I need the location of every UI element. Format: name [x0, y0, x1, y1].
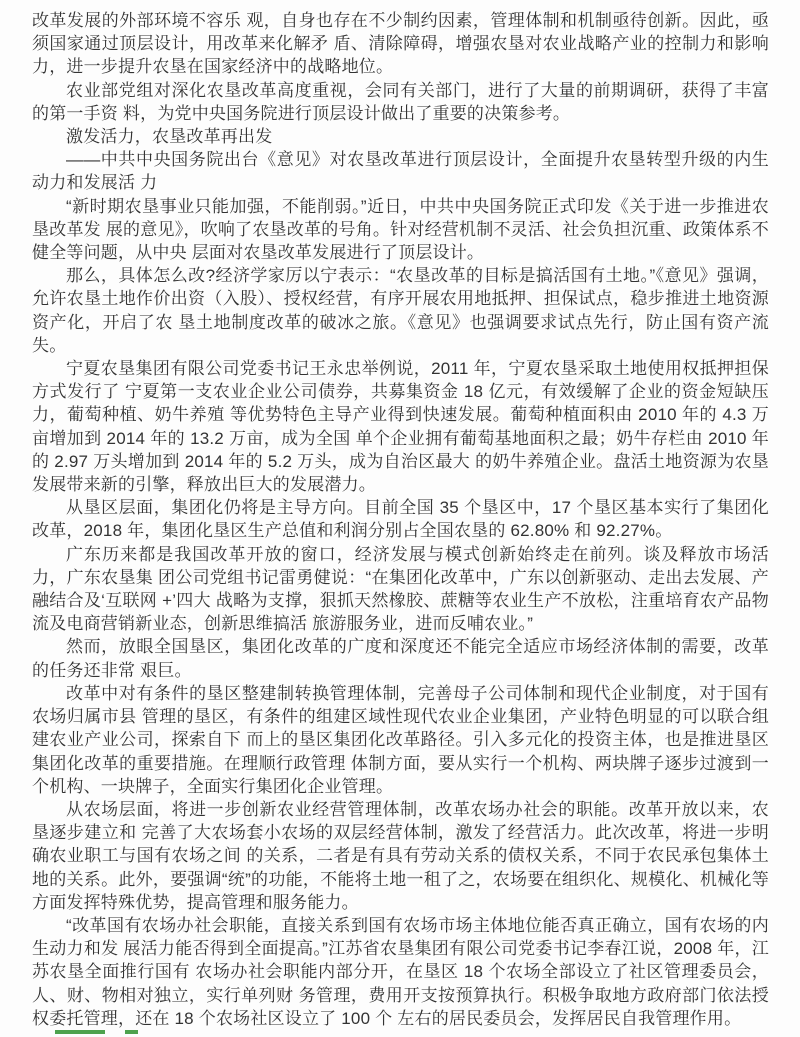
paragraph: “改革国有农场办社会职能，直接关系到国有农场市场主体地位能否真正确立，国有农场的内生动力和发 展活力能否得到全面提高。”江苏省农垦集团有限公司党委书记李春江说，2008 年，江苏农垦全面推行国有 农场办社会职能内部分开，在垦区 18 个农场全部设立了社区管理委员会，人、财、物相对独立，实行单列财 务管理，费用开支按预算执行。积极争取地方政府部门依法授权委托管理，还在 18 个农场社区设立了 100 个 左右的居民委员会，发挥居民自我管理作用。 — [32, 915, 769, 1028]
paragraph: 然而，放眼全国垦区，集团化改革的广度和深度还不能完全适应市场经济体制的需要，改革的任务还非常 艰巨。 — [32, 637, 769, 680]
paragraph: 农业部党组对深化农垦改革高度重视，会同有关部门，进行了大量的前期调研，获得了丰富的第一手资 料，为党中央国务院进行顶层设计做出了重要的决策参考。 — [32, 80, 769, 123]
green-box-fragment-small — [125, 1030, 138, 1034]
paragraph: ——中共中央国务院出台《意见》对农垦改革进行顶层设计，全面提升农垦转型升级的内生动力和发展活 力 — [32, 150, 769, 193]
paragraph: 激发活力，农垦改革再出发 — [66, 127, 273, 147]
paragraph: 广东历来都是我国改革开放的窗口，经济发展与模式创新始终走在前列。谈及释放市场活力，广东农垦集 团公司党组书记雷勇健说：“在集团化改革中，广东以创新驱动、走出去发展、产融结合及‘互联网 +’四大 战略为支撑，狠抓天然橡胶、蔗糖等农业生产不放松，注重培育农产品物流及电商营销新业态，创新思维搞活 旅游服务业，进而反哺农业。” — [32, 544, 769, 634]
paragraph: 从农场层面，将进一步创新农业经营管理体制，改革农场办社会的职能。改革开放以来，农垦逐步建立和 完善了大农场套小农场的双层经营体制，激发了经营活力。此次改革，将进一步明确农业职工与国有农场之间 的关系，二者是有具有劳动关系的债权关系，不同于农民承包集体土地的关系。此外，要强调“统”的功能，不能将土地一租了之，农场要在组织化、规模化、机械化等方面发挥特殊优势，提高管理和服务能力。 — [32, 799, 769, 912]
paragraph: 宁夏农垦集团有限公司党委书记王永忠举例说，2011 年，宁夏农垦采取土地使用权抵押担保方式发行了 宁夏第一支农业企业公司债券，共募集资金 18 亿元，有效缓解了企业的资金短缺压力，葡萄种植、奶牛养殖 等优势特色主导产业得到快速发展。葡萄种植面积由 2010 年的 4.3 万亩增加到 2014 年的 13.2 万亩，成为全国 单个企业拥有葡萄基地面积之最；奶牛存栏由 2010 年的 2.97 万头增加到 2014 年的 5.2 万头，成为自治区最大 的奶牛养殖企业。盘活土地资源为农垦发展带来新的引擎，释放出巨大的发展潜力。 — [32, 359, 769, 495]
green-box-fragment-large — [55, 1030, 105, 1034]
paragraph: 从垦区层面，集团化仍将是主导方向。目前全国 35 个垦区中，17 个垦区基本实行了集团化改革，2018 年，集团化垦区生产总值和利润分别占全国农垦的 62.80% 和 92.27%。 — [32, 498, 769, 541]
paragraph: 改革中对有条件的垦区整建制转换管理体制，完善母子公司体制和现代企业制度，对于国有农场归属市县 管理的垦区，有条件的组建区域性现代农业企业集团，产业特色明显的可以联合组建农业产业公司，探索自下 而上的垦区集团化改革路径。引入多元化的投资主体，也是推进垦区集团化改革的重要措施。在理顺行政管理 体制方面，要从实行一个机构、两块牌子逐步过渡到一个机构、一块牌子，全面实行集团化企业管理。 — [32, 683, 769, 796]
paragraph: “新时期农垦事业只能加强，不能削弱。”近日，中共中央国务院正式印发《关于进一步推进农垦改革发 展的意见》，吹响了农垦改革的号角。针对经营机制不灵活、社会负担沉重、政策体系不健全等问题，从中央 层面对农垦改革发展进行了顶层设计。 — [32, 196, 769, 263]
paragraph: 那么，具体怎么改?经济学家厉以宁表示：“农垦改革的目标是搞活国有土地。”《意见》强调，允许农垦土地作价出资（入股）、授权经营，有序开展农用地抵押、担保试点，稳步推进土地资源资产化，开启了农 垦土地制度改革的破冰之旅。《意见》也强调要求试点先行，防止国有资产流失。 — [32, 266, 769, 355]
article-body — [32, 9, 769, 1030]
paragraph: 改革发展的外部环境不容乐 观，自身也存在不少制约因素，管理体制和机制亟待创新。因此，亟须国家通过顶层设计，用改革来化解矛 盾、清除障碍，增强农垦对农业战略产业的控制力和影响力，进一步提升农垦在国家经济中的战略地位。 — [32, 11, 769, 77]
